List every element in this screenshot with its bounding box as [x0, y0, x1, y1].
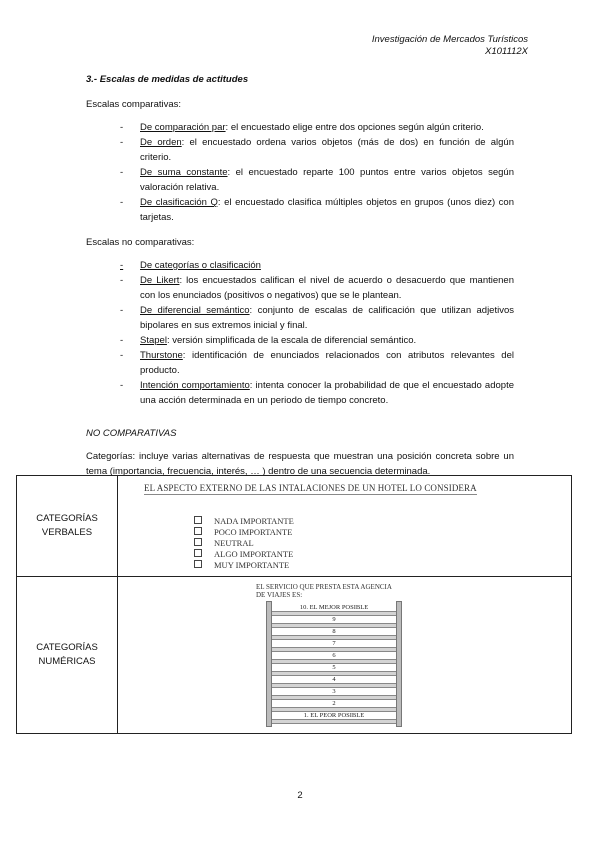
definition: : versión simplificada de la escala de diferencial semántico. [166, 335, 417, 346]
term: De comparación par [140, 122, 226, 133]
definition: : identificación de enunciados relacionados con atributos relevantes del producto. [140, 350, 514, 376]
numeric-question-line2: DE VIAJES ES: [256, 591, 303, 599]
list-item: - Stapel: versión simplificada de la escala de diferencial semántico. [120, 335, 417, 346]
header-code: X101112X [485, 46, 528, 57]
option-label: POCO IMPORTANTE [214, 527, 293, 537]
option-row [194, 549, 294, 560]
term: De clasificación Q [140, 197, 218, 208]
ladder-rung-label: 9 [332, 616, 336, 623]
option-row [194, 527, 294, 538]
numeric-question-line1: EL SERVICIO QUE PRESTA ESTA AGENCIA [256, 583, 392, 591]
definition: : el encuestado reparte 100 puntos entre varios objetos según valoración relativa. [140, 167, 514, 193]
list-item: - De orden: el encuestado ordena varios objetos (más de dos) en función de algún criterio. [120, 137, 514, 163]
term: Thurstone [140, 350, 183, 361]
ladder-rung-label: 6 [332, 652, 336, 659]
ladder-rung-label: 4 [332, 676, 336, 683]
ladder-rung [272, 719, 396, 724]
definition: : el encuestado ordena varios objetos (más de dos) en función de algún criterio. [140, 137, 514, 163]
checkbox-icon [194, 516, 202, 524]
numeric-label-cell [17, 577, 118, 734]
numeric-scale-question [256, 583, 392, 599]
numeric-label-line2: NUMÉRICAS [38, 656, 96, 667]
no-comparativas-title: NO COMPARATIVAS [86, 428, 177, 439]
checkbox-icon [194, 560, 202, 568]
numeric-scale-image [118, 577, 571, 733]
numeric-example-cell [118, 577, 572, 734]
verbal-scale-question: EL ASPECTO EXTERNO DE LAS INTALACIONES DE UN HOTEL LO CONSIDERA [144, 483, 477, 493]
verbal-example-cell [118, 476, 572, 577]
option-row [194, 516, 294, 527]
definition: : conjunto de escalas de calificación que utilizan adjetivos bipolares en sus extremos inicial y final. [140, 305, 514, 331]
noncomparative-heading: Escalas no comparativas: [86, 237, 195, 248]
ladder-rung-label: 7 [332, 640, 336, 647]
verbal-scale-image [118, 476, 571, 576]
list-item: - Thurstone: identificación de enunciados relacionados con atributos relevantes del producto. [120, 350, 514, 376]
list-item: - De diferencial semántico: conjunto de escalas de calificación que utilizan adjetivos bipolares en sus extremos inicial y final. [120, 305, 514, 331]
checkbox-icon [194, 527, 202, 535]
category-examples-table [16, 475, 572, 734]
definition: : el encuestado elige entre dos opciones según algún criterio. [225, 122, 484, 133]
definition: : intenta conocer la probabilidad de que el encuestado adopte una acción determinada en un periodo de tiempo concreto. [140, 380, 514, 406]
verbal-label-line1: CATEGORÍAS [36, 513, 98, 524]
ladder-scale [266, 601, 402, 727]
list-item: - De suma constante: el encuestado reparte 100 puntos entre varios objetos según valoración relativa. [120, 167, 514, 193]
term: De orden [140, 137, 182, 148]
header-course-title: Investigación de Mercados Turísticos [371, 34, 528, 45]
comparative-list [86, 120, 514, 225]
term: De diferencial semántico [140, 305, 250, 316]
option-row [194, 560, 294, 571]
term: De suma constante [140, 167, 228, 178]
ladder-rung-label: 10. EL MEJOR POSIBLE [299, 604, 369, 611]
categorias-paragraph: Categorías: incluye varias alternativas de respuesta que muestran una posición concreta sobre un tema (importancia, frecuencia, interés, … ) dentro de una secuencia determinada. [86, 451, 514, 477]
definition: : los encuestados califican el nivel de acuerdo o desacuerdo que mantienen con los enunciados (positivos o negativos) que se le plantean. [140, 275, 514, 301]
checkbox-icon [194, 538, 202, 546]
list-item: - De comparación par: el encuestado elige entre dos opciones según algún criterio. [120, 122, 484, 133]
term: Intención comportamiento [140, 380, 250, 391]
ladder-rung-label: 8 [332, 628, 336, 635]
verbal-label-line2: VERBALES [41, 527, 93, 538]
ladder-rung-label: 3 [332, 688, 336, 695]
ladder-rung-label: 2 [332, 700, 336, 707]
list-item: - De Likert: los encuestados califican el nivel de acuerdo o desacuerdo que mantienen con los enunciados (positivos o negativos) que se le plantean. [120, 275, 514, 301]
list-item: - De clasificación Q: el encuestado clasifica múltiples objetos en grupos (unos diez) con tarjetas. [120, 197, 514, 223]
verbal-label-cell [17, 476, 118, 577]
page-number: 2 [297, 790, 303, 801]
list-item: - De categorías o clasificación [120, 260, 261, 271]
term: Stapel [140, 335, 167, 346]
term: De Likert [140, 275, 180, 286]
table-row [17, 476, 572, 577]
option-label: NEUTRAL [214, 538, 254, 548]
option-label: MUY IMPORTANTE [214, 560, 290, 570]
option-row [194, 538, 294, 549]
checkbox-icon [194, 549, 202, 557]
verbal-options-list [194, 516, 294, 571]
table-row [17, 577, 572, 734]
term: De categorías o clasificación [140, 260, 261, 271]
numeric-label-line1: CATEGORÍAS [36, 642, 98, 653]
section-title: 3.- Escalas de medidas de actitudes [86, 74, 249, 85]
noncomparative-list [86, 258, 514, 408]
option-label: ALGO IMPORTANTE [214, 549, 294, 559]
comparative-heading: Escalas comparativas: [86, 99, 182, 110]
page-body [86, 72, 514, 487]
list-item: - Intención comportamiento: intenta conocer la probabilidad de que el encuestado adopte una acción determinada en un periodo de tiempo concreto. [120, 380, 514, 406]
running-header [372, 34, 528, 58]
ladder-rung-label: 5 [332, 664, 336, 671]
definition: : el encuestado clasifica múltiples objetos en grupos (unos diez) con tarjetas. [140, 197, 514, 223]
ladder-rung-label: 1. EL PEOR POSIBLE [303, 712, 365, 719]
option-label: NADA IMPORTANTE [214, 516, 294, 526]
